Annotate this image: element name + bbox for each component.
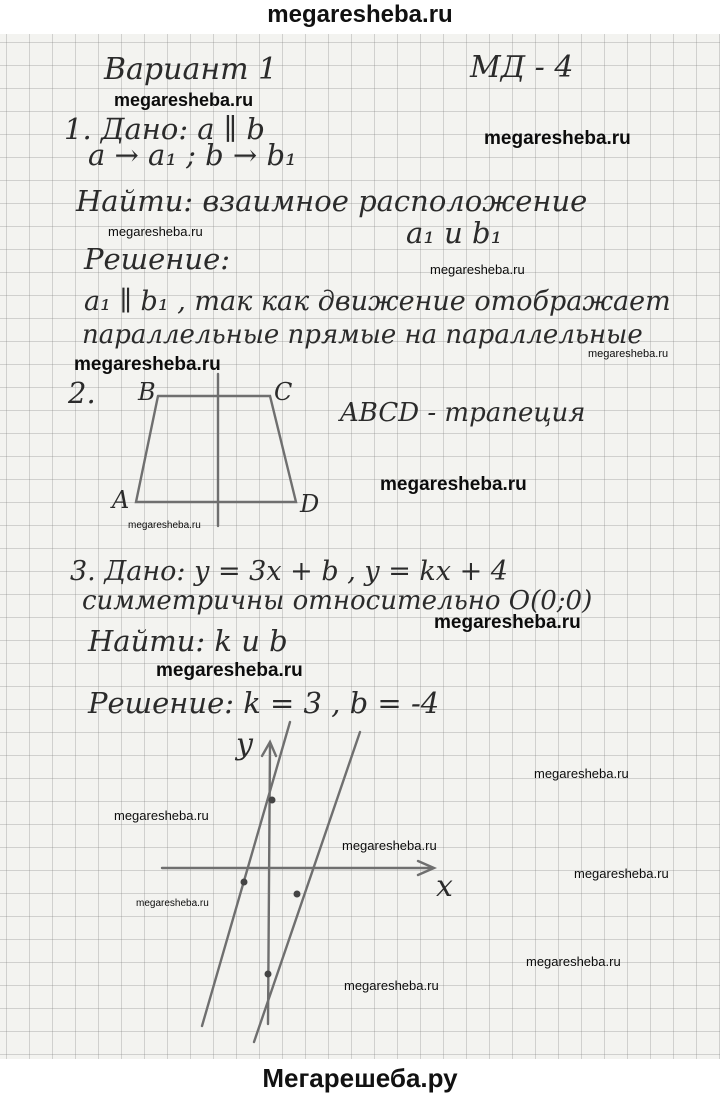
y-axis: [268, 744, 270, 1024]
axis-label-y: y: [236, 727, 253, 762]
variant-title: Вариант 1: [104, 52, 278, 87]
watermark: megaresheba.ru: [534, 766, 629, 781]
watermark: megaresheba.ru: [108, 224, 203, 239]
watermark: megaresheba.ru: [136, 898, 209, 909]
watermark: megaresheba.ru: [342, 838, 437, 853]
watermark: megaresheba.ru: [484, 128, 631, 149]
point-0-4: [269, 797, 276, 804]
axis-label-x: x: [436, 869, 453, 904]
line-y-3x-plus-4: [202, 722, 290, 1026]
problem1-answer-line1: a₁ ∥ b₁ , так как движение отображает: [84, 286, 671, 317]
problem3-find: Найти: k и b: [88, 624, 288, 658]
watermark: megaresheba.ru: [380, 474, 527, 495]
watermark: megaresheba.ru: [74, 354, 221, 375]
notebook-sheet: [0, 34, 720, 1059]
vertex-label-a: A: [112, 486, 130, 514]
watermark: megaresheba.ru: [574, 866, 669, 881]
site-header: megaresheba.ru: [0, 0, 720, 34]
problem3-given-line1: 3. Дано: y = 3x + b , y = kx + 4: [70, 556, 508, 587]
watermark: megaresheba.ru: [128, 520, 201, 531]
problem1-given-line1: 1. Дано: a ∥ b: [64, 112, 265, 146]
problem1-find-line1: Найти: взаимное расположение: [76, 184, 588, 218]
point-left: [241, 879, 248, 886]
site-footer: Мегарешеба.ру: [0, 1059, 720, 1099]
trapezoid-figure: [110, 374, 340, 534]
problem1-find-line2: a₁ и b₁: [406, 216, 503, 250]
watermark: megaresheba.ru: [344, 978, 439, 993]
watermark: megaresheba.ru: [588, 348, 669, 360]
watermark: megaresheba.ru: [430, 262, 525, 277]
vertex-label-c: C: [274, 378, 293, 406]
problem1-given-line2: a → a₁ ; b → b₁: [88, 138, 297, 172]
watermark: megaresheba.ru: [114, 90, 254, 110]
problem1-answer-line2: параллельные прямые на параллельные: [82, 320, 643, 350]
watermark: megaresheba.ru: [156, 660, 303, 681]
watermark: megaresheba.ru: [114, 808, 209, 823]
problem2-caption: ABCD - трапеция: [340, 398, 586, 428]
watermark: megaresheba.ru: [434, 612, 581, 633]
trapezoid-shape: [136, 396, 296, 502]
lines-graph: [150, 724, 460, 1054]
problem3-solution: Решение: k = 3 , b = -4: [88, 686, 440, 720]
problem1-solution-label: Решение:: [84, 242, 231, 276]
problem3-given-line2: симметричны относительно O(0;0): [82, 586, 593, 616]
point-0-minus-4: [265, 971, 272, 978]
point-right: [294, 891, 301, 898]
vertex-label-d: D: [300, 490, 320, 518]
problem2-number: 2.: [68, 376, 96, 410]
work-code: МД - 4: [470, 50, 574, 85]
vertex-label-b: B: [138, 378, 156, 406]
watermark: megaresheba.ru: [526, 954, 621, 969]
